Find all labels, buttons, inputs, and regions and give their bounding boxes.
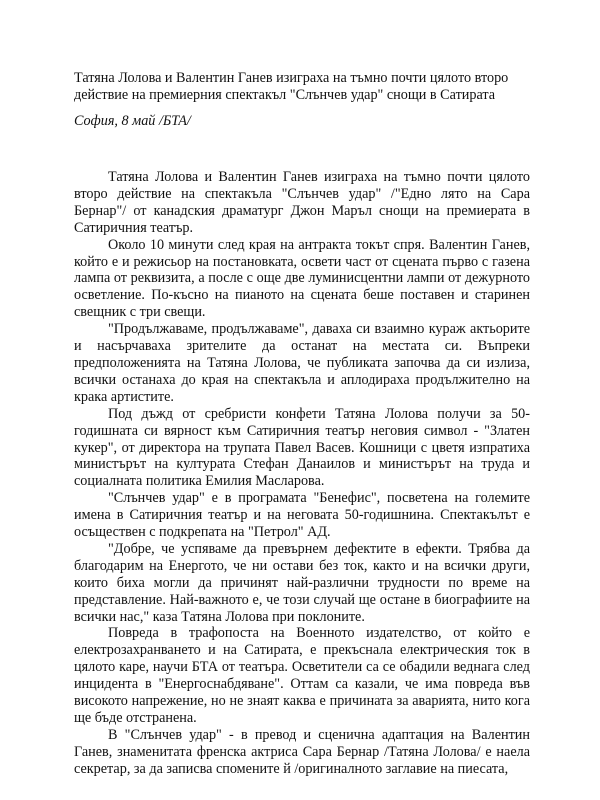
paragraph: Повреда в трафопоста на Военното издателство, от който е електрозахранването и на Сатирата, е прекъснала електрическия ток в цялото каре, научи БТА от театъра. Осветители са се обадили веднага след инцидента в "Енергоснабдяване". Оттам са казали, че има повреда във високото напрежение, но не знаят каква е причината за аварията, нито кога ще бъде отстранена. — [74, 625, 530, 726]
article-headline: Татяна Лолова и Валентин Ганев изиграха на тъмно почти цялото второ действие на премиерния спектакъл "Слънчев удар" снощи в Сатирата — [74, 70, 509, 103]
article-body — [74, 169, 530, 778]
paragraph: "Слънчев удар" е в програмата "Бенефис", посветена на големите имена в Сатиричния театър и на неговата 50-годишнина. Спектакълът е осъществен с подкрепата на "Петрол" АД. — [74, 490, 530, 541]
paragraph: Татяна Лолова и Валентин Ганев изиграха на тъмно почти цялото второ действие на спектакъла "Слънчев удар" /"Едно лято на Сара Бернар"/ от канадския драматург Джон Маръл снощи на премиерата в Сатиричния театър. — [74, 169, 530, 236]
paragraph: "Добре, че успяваме да превърнем дефектите в ефекти. Трябва да благодарим на Енергото, че ни остави без ток, както и на всички други, които биха могли да причинят най-различни трудности по време на представление. Най-важното е, че този случай ще остане в биографиите на всички нас," каза Татяна Лолова при поклоните. — [74, 540, 530, 625]
paragraph: Около 10 минути след края на антракта токът спря. Валентин Ганев, който е и режисьор на постановката, освети част от сцената първо с газена лампа от реквизита, а после с още две луминисцентни лампи от дежурното осветление. По-късно на пианото на сцената беше поставен и старинен свещник с три свещи. — [74, 236, 530, 321]
paragraph: Под дъжд от сребристи конфети Татяна Лолова получи за 50-годишната си вярност към Сатиричния театър неговия символ - "Златен кукер", от директора на трупата Павел Васев. Кошници с цветя изпратиха министърът на културата Стефан Данаилов и министърът на труда и социалната политика Емилия Масларова. — [74, 405, 530, 490]
paragraph: "Продължаваме, продължаваме", даваха си взаимно кураж актьорите и насърчаваха зрителите да останат на местата си. Въпреки предположенията на Татяна Лолова, че публиката започва да си излиза, всички останаха до края на спектакъла и аплодираха продължително на крака артистите. — [74, 321, 530, 405]
article-dateline: София, 8 май /БТА/ — [74, 113, 191, 129]
paragraph: В "Слънчев удар" - в превод и сценична адаптация на Валентин Ганев, знаменитата френска актриса Сара Бернар /Татяна Лолова/ е наела секретар, за да записва спомените й /оригиналното заглавие на пиесата, — [74, 726, 530, 777]
